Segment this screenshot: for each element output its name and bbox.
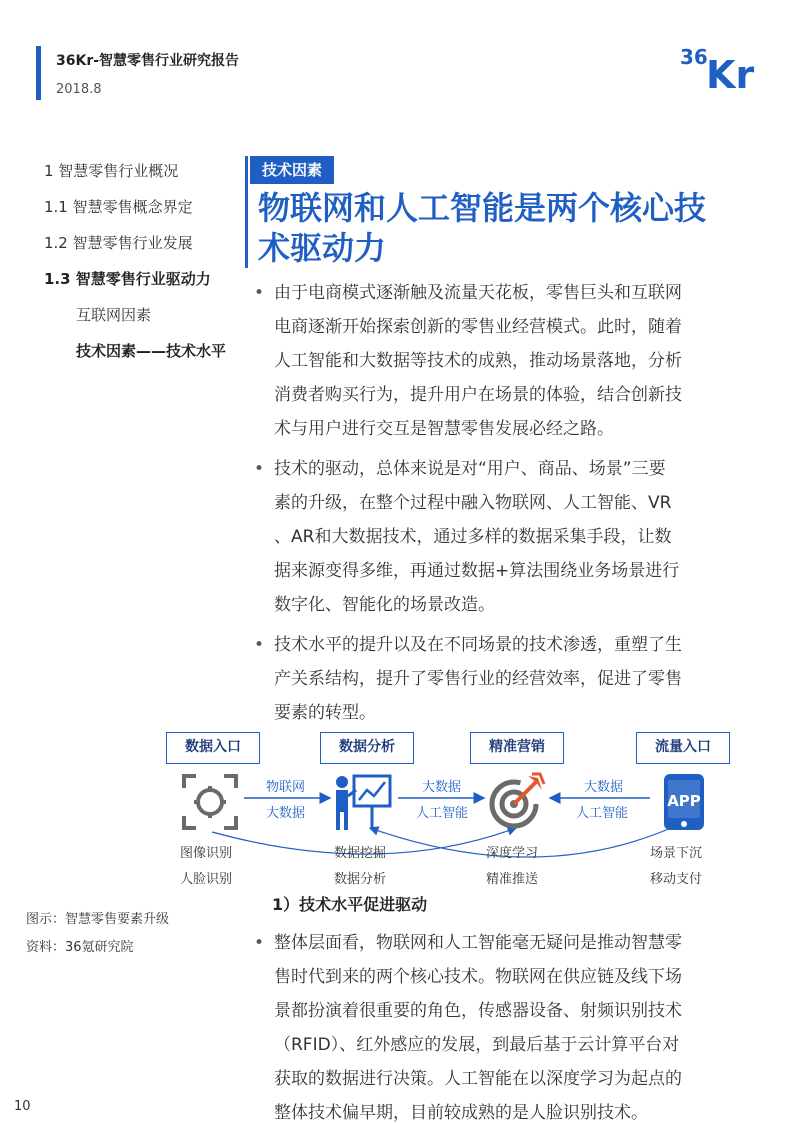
- figure-caption: 图示：智慧零售要素升级: [26, 912, 170, 927]
- bullet-line: 技术水平的提升以及在不同场景的技术渗透，重塑了生: [274, 635, 682, 655]
- bullet-line: 素的升级，在整个过程中融入物联网、人工智能、VR: [274, 493, 672, 513]
- stage-box-precision-marketing: 精准营销: [470, 732, 564, 764]
- bullet-line: 、AR和大数据技术，通过多样的数据采集手段，让数: [274, 527, 672, 547]
- title-accent-rule: [245, 156, 248, 268]
- stage-caption: 精准推送: [486, 872, 539, 887]
- bullet-line: （RFID）、红外感应的发展，到最后基于云计算平台对: [274, 1035, 680, 1055]
- bullet-line: 整体技术偏早期，目前较成熟的是人脸识别技术。: [274, 1103, 648, 1123]
- bullet-line: 电商逐渐开始探索创新的零售业经营模式。此时，随着: [274, 317, 682, 337]
- bullet-line: 术与用户进行交互是智慧零售发展必经之路。: [274, 419, 614, 439]
- arrow-label: 大数据: [584, 780, 624, 795]
- arrow-label: 大数据: [422, 780, 462, 795]
- arrow-label: 人工智能: [576, 806, 629, 821]
- section-tag: 技术因素: [250, 156, 334, 184]
- header-accent-bar: [36, 46, 41, 100]
- stage-caption: 数据挖掘: [334, 846, 387, 861]
- toc-subitem[interactable]: 互联网因素: [76, 306, 152, 324]
- bullet-line: 整体层面看，物联网和人工智能毫无疑问是推动智慧零: [274, 933, 682, 953]
- arrow-label: 物联网: [266, 780, 306, 795]
- svg-text:36: 36: [680, 45, 708, 69]
- page-title-line: 物联网和人工智能是两个核心技: [258, 189, 707, 227]
- face-scan-icon: [180, 772, 240, 832]
- bullet-list: [254, 276, 734, 736]
- target-icon: [486, 772, 546, 832]
- arrow-label: 人工智能: [416, 806, 469, 821]
- bullet-line: 人工智能和大数据等技术的成熟，推动场景落地，分析: [274, 351, 682, 371]
- stage-caption: 深度学习: [486, 846, 539, 861]
- report-date: 2018.8: [56, 82, 102, 97]
- bullet-list-2: [254, 926, 734, 1123]
- stage-caption: 场景下沉: [650, 846, 703, 861]
- toc-item[interactable]: 1.1 智慧零售概念界定: [44, 198, 193, 216]
- bullet-paragraph: [254, 628, 734, 730]
- bullet-paragraph: [254, 276, 734, 446]
- bullet-line: 景都扮演着很重要的角色，传感器设备、射频识别技术: [274, 1001, 682, 1021]
- toc-subitem-active[interactable]: 技术因素——技术水平: [76, 342, 227, 360]
- retail-elements-diagram: [160, 728, 740, 888]
- figure-source: 资料：36氪研究院: [26, 940, 134, 955]
- stage-caption: 移动支付: [650, 872, 703, 887]
- stage-caption: 图像识别: [180, 846, 233, 861]
- stage-caption: 数据分析: [334, 872, 387, 887]
- bullet-line: 获取的数据进行决策。人工智能在以深度学习为起点的: [274, 1069, 682, 1089]
- toc-item[interactable]: 1.2 智慧零售行业发展: [44, 234, 193, 252]
- bullet-line: 产关系结构，提升了零售行业的经营效率，促进了零售: [274, 669, 682, 689]
- bullet-line: 据来源变得多维，再通过数据+算法围绕业务场景进行: [274, 561, 680, 581]
- stage-box-traffic-entry: 流量入口: [636, 732, 730, 764]
- bullet-dot-icon: •: [254, 283, 265, 303]
- bullet-line: 要素的转型。: [274, 703, 376, 723]
- bullet-paragraph: [254, 452, 734, 622]
- bullet-paragraph: [254, 926, 734, 1123]
- bullet-line: 消费者购买行为，提升用户在场景的体验，结合创新技: [274, 385, 682, 405]
- page-title-line: 术驱动力: [258, 229, 387, 267]
- presenter-chart-icon: [332, 772, 392, 832]
- sub-heading: 1）技术水平促进驱动: [272, 895, 428, 914]
- bullet-dot-icon: •: [254, 459, 265, 479]
- report-title: 36Kr-智慧零售行业研究报告: [56, 53, 240, 69]
- page-number: 10: [14, 1099, 31, 1114]
- stage-box-data-entry: 数据入口: [166, 732, 260, 764]
- page-title: [258, 188, 738, 268]
- bullet-dot-icon: •: [254, 933, 265, 953]
- bullet-line: 售时代到来的两个核心技术。物联网在供应链及线下场: [274, 967, 682, 987]
- toc-item-active[interactable]: 1.3 智慧零售行业驱动力: [44, 270, 211, 288]
- bullet-dot-icon: •: [254, 635, 265, 655]
- arrow-label: 大数据: [266, 806, 306, 821]
- app-phone-icon: [654, 772, 714, 832]
- bullet-line: 由于电商模式逐渐触及流量天花板，零售巨头和互联网: [274, 283, 682, 303]
- toc-item[interactable]: 1 智慧零售行业概况: [44, 162, 179, 180]
- stage-caption: 人脸识别: [180, 872, 233, 887]
- stage-box-data-analysis: 数据分析: [320, 732, 414, 764]
- 36kr-logo-icon: [680, 40, 766, 92]
- bullet-line: 技术的驱动，总体来说是对“用户、商品、场景”三要: [274, 459, 666, 479]
- app-label: APP: [667, 792, 701, 810]
- bullet-line: 数字化、智能化的场景改造。: [274, 595, 495, 615]
- svg-text:Kr: Kr: [706, 53, 755, 92]
